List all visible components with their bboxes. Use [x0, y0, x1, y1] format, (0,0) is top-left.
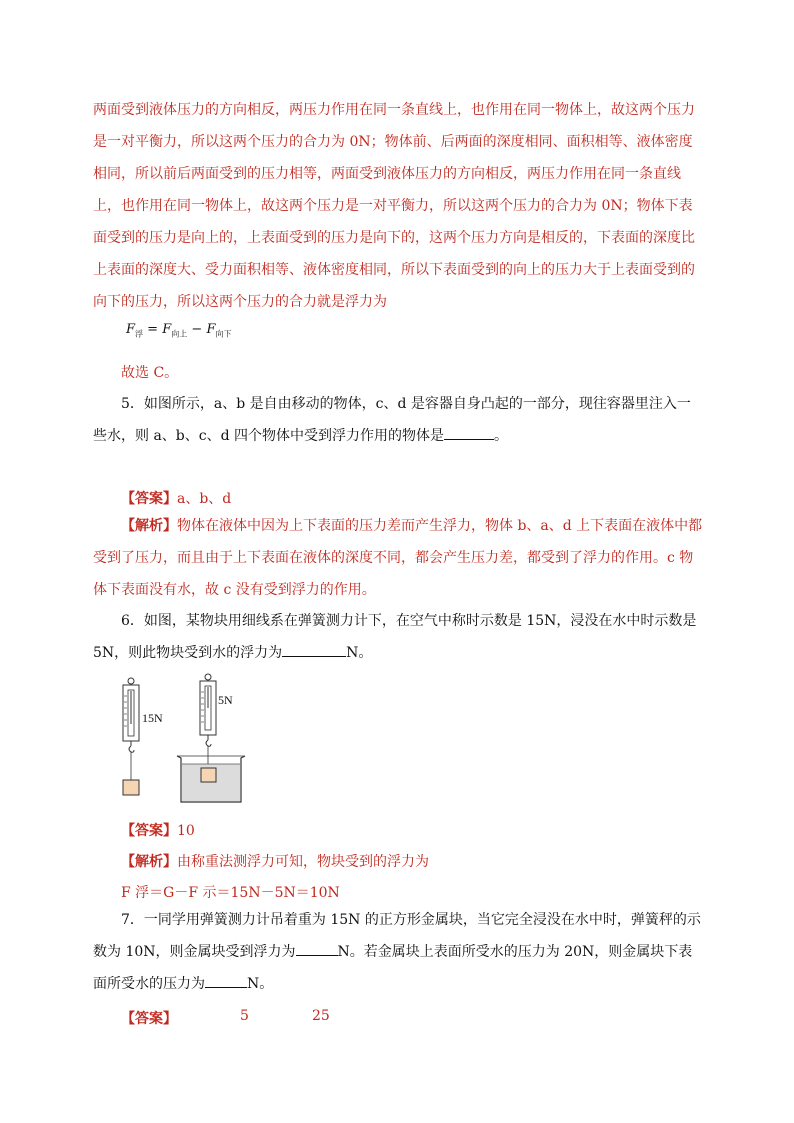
answer-value-2: 25: [312, 1008, 330, 1024]
answer-blank: [282, 642, 346, 657]
analysis-text: 物体在液体中因为上下表面的压力差而产生浮力，物体 b、a、d 上下表面在液体中都受到了压力，而且由于上下表面在液体的深度不同，都会产生压力差，都受到了浮力的作用。c 物体下表面没有水，故 c 没有受到浮力的作用。: [93, 518, 703, 598]
formula-symbol: F: [126, 322, 136, 337]
answer-blank-1: [296, 941, 338, 956]
question-6-analysis: [121, 851, 429, 871]
formula-sub-float: 浮: [135, 329, 144, 339]
question-7: [93, 904, 703, 1000]
spring-scale-figure: [115, 672, 265, 811]
formula-symbol: F: [162, 322, 172, 337]
answer-label: 【答案】: [121, 823, 177, 839]
formula-symbol: F: [206, 322, 216, 337]
label-15n: 15N: [142, 711, 163, 725]
analysis-label: 【解析】: [121, 518, 177, 534]
analysis-label: 【解析】: [121, 854, 177, 870]
question-5: [93, 388, 703, 452]
explanation-continuation: 两面受到液体压力的方向相反，两压力作用在同一条直线上，也作用在同一物体上，故这两个压力是一对平衡力，所以这两个压力的合力为 0N；物体前、后两面的深度相同、面积相等、液体密度相同，所以前后两面受到的压力相等，两面受到液体压力的方向相反，两压力作用在同一条直线上，也作用在同一物体上，故这两个压力是一对平衡力，所以这两个压力的合力为 0N；物体下表面受到的压力是向上的，上表面受到的压力是向下的，这两个压力方向是相反的，下表面的深度比上表面的深度大、受力面积相等、液体密度相同，所以下表面受到的向上的压力大于上表面受到的向下的压力，所以这两个压力的合力就是浮力为: [93, 102, 695, 310]
answer-value-1: 5: [240, 1008, 249, 1024]
label-5n: 5N: [218, 693, 233, 707]
answer-blank: [444, 425, 494, 440]
question-7-text: 7．一同学用弹簧测力计吊着重为 15N 的正方形金属块，当它完全浸没在水中时，弹簧秤的示数为 10N，则金属块受到浮力为: [93, 912, 701, 960]
scale-in-air: [123, 678, 139, 795]
answer-label: 【答案】: [121, 1011, 177, 1027]
question-7-answer: [121, 1008, 177, 1028]
question-6-text: 6．如图，某物块用细线系在弹簧测力计下，在空气中称时示数是 15N，浸没在水中时示数是 5N，则此物块受到水的浮力为: [93, 613, 697, 661]
formula-sub-up: 向上: [171, 329, 188, 339]
buoyancy-formula: [126, 322, 231, 340]
question-5-analysis: [93, 510, 703, 606]
answer-value: 10: [177, 823, 195, 839]
analysis-text: 由称重法测浮力可知，物块受到的浮力为: [177, 854, 429, 870]
question-5-end: 。: [494, 428, 509, 444]
question-5-text: 5．如图所示，a、b 是自由移动的物体，c、d 是容器自身凸起的一部分，现往容器里注入一些水，则 a、b、c、d 四个物体中受到浮力作用的物体是: [93, 396, 691, 444]
question-5-answer: [121, 488, 231, 508]
formula-minus: −: [191, 322, 203, 337]
question-7-end: N。: [247, 976, 274, 992]
answer-blank-2: [205, 973, 247, 988]
answer-label: 【答案】: [121, 491, 177, 507]
formula-equals: =: [147, 322, 159, 337]
answer-value: a、b、d: [177, 491, 232, 507]
question-6: [93, 605, 703, 669]
spring-scale-illustration: [115, 672, 265, 807]
question-6-answer: [121, 820, 195, 840]
question-6-end: N。: [346, 645, 373, 661]
choice-line: 故选 C。: [121, 365, 179, 381]
question-7-mid: N。若金属块上表面所受水的压力为 20N，则金属块下表面所受水的压力为: [93, 944, 693, 992]
question-6-equation: F 浮＝G－F 示＝15N－5N＝10N: [121, 885, 340, 901]
scale-in-water: [177, 674, 245, 802]
formula-sub-down: 向下: [215, 329, 232, 339]
